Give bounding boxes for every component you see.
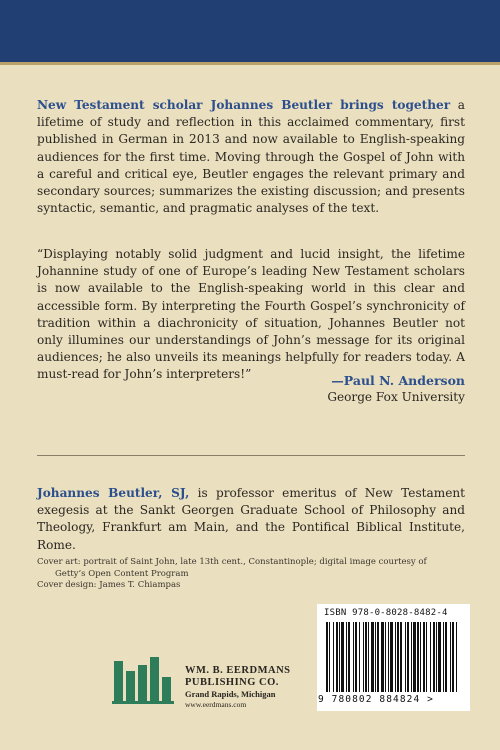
barcode-bar — [329, 622, 330, 692]
barcode-bar — [326, 622, 328, 692]
barcode-bar — [413, 622, 416, 692]
barcode-bar — [385, 622, 386, 692]
barcode-bar — [407, 622, 409, 692]
barcode-bar — [348, 622, 350, 692]
endorser-name: —Paul N. Anderson — [331, 373, 465, 388]
barcode-bar — [456, 622, 457, 692]
barcode-bar — [426, 622, 427, 692]
barcode-bar — [411, 622, 412, 692]
barcode-bar — [433, 622, 435, 692]
barcode-bar — [417, 622, 419, 692]
barcode-bar — [353, 622, 354, 692]
credit-line-source: Getty’s Open Content Program — [55, 568, 189, 579]
barcode-bar — [339, 622, 340, 692]
barcode-bar — [395, 622, 396, 692]
barcode-bar — [436, 622, 437, 692]
publisher-name-line2: PUBLISHING CO. — [185, 677, 279, 688]
barcode-bar — [359, 622, 360, 692]
endorser-institution: George Fox University — [327, 390, 465, 404]
barcode-bar — [445, 622, 447, 692]
endorsement-quote: “Displaying notably solid judgment and lucid insight, the lifetime Johannine study of one of Europe’s leading New Testament scholars is now available to the English-speaking world in this clear and accessible form. By interpreting the Fourth Gospel’s synchronicity of tradition within a diachronicity of situation, Johannes Beutler not only illumines our understandings of John’s message for its original audiences; he also unveils its meanings helpfully for readers today. A must-read for John’s interpreters!” — [37, 247, 465, 382]
cover-credits — [37, 557, 427, 592]
publisher-name-line1: WM. B. EERDMANS — [185, 665, 291, 676]
barcode-bar — [400, 622, 402, 692]
barcode-bar — [443, 622, 444, 692]
barcode-bar — [355, 622, 357, 692]
author-name: Johannes Beutler, SJ, — [37, 486, 190, 500]
barcode-bar — [336, 622, 338, 692]
barcode-bar — [420, 622, 421, 692]
barcode-bar — [346, 622, 347, 692]
logo-bar — [114, 661, 123, 701]
barcode-bar — [365, 622, 367, 692]
barcode-bar — [375, 622, 376, 692]
barcode-bar — [388, 622, 389, 692]
logo-bar — [138, 665, 147, 701]
barcode-bar — [390, 622, 393, 692]
barcode-bar — [381, 622, 384, 692]
author-bio — [37, 485, 465, 554]
barcode-bar — [423, 622, 425, 692]
barcode-bar — [341, 622, 344, 692]
publisher-website: www.eerdmans.com — [185, 700, 247, 709]
description-lead: New Testament scholar Johannes Beutler brings together — [37, 98, 451, 112]
barcode-bar — [430, 622, 431, 692]
barcode-bar — [368, 622, 369, 692]
barcode-digits: 9 780802 884824 > — [318, 694, 434, 705]
barcode-bar — [363, 622, 364, 692]
logo-base — [112, 701, 174, 704]
top-color-band — [0, 0, 500, 65]
barcode-bar — [377, 622, 379, 692]
barcode-bar — [333, 622, 334, 692]
barcode-bar — [450, 622, 451, 692]
publisher-logo-icon — [112, 655, 182, 705]
barcode-bar — [405, 622, 406, 692]
description-text: a lifetime of study and reflection in this acclaimed commentary, first published in German in 2013 and now available to English-speaking audiences for the first time. Moving through the Gospel of John with a careful and critical eye, Beutler engages the relevant primary and secondary sources; summarizes the existing discussion; and presents syntactic, semantic, and pragmatic analyses of the text. — [37, 98, 465, 216]
book-description — [37, 97, 465, 217]
barcode-bar — [397, 622, 399, 692]
logo-bar — [162, 677, 171, 701]
logo-bar — [126, 671, 135, 701]
logo-bar — [150, 657, 159, 701]
isbn-label: ISBN 978-0-8028-8482-4 — [324, 608, 448, 618]
credit-line-art: Cover art: portrait of Saint John, late 13th cent., Constantinople; digital image courtesy of — [37, 557, 427, 567]
barcode-icon — [322, 622, 464, 694]
barcode-bar — [438, 622, 441, 692]
publisher-city: Grand Rapids, Michigan — [185, 689, 276, 699]
section-divider — [37, 455, 465, 456]
author-bio-text: is professor emeritus of New Testament exegesis at the Sankt Georgen Graduate School of Philosophy and Theology, Frankfurt am Main, and the Pontifical Biblical Institute, Rome. — [37, 486, 466, 552]
publisher-block — [185, 665, 291, 710]
barcode-bar — [371, 622, 374, 692]
credit-line-design: Cover design: James T. Chiampas — [37, 580, 181, 590]
barcode-bar — [452, 622, 454, 692]
